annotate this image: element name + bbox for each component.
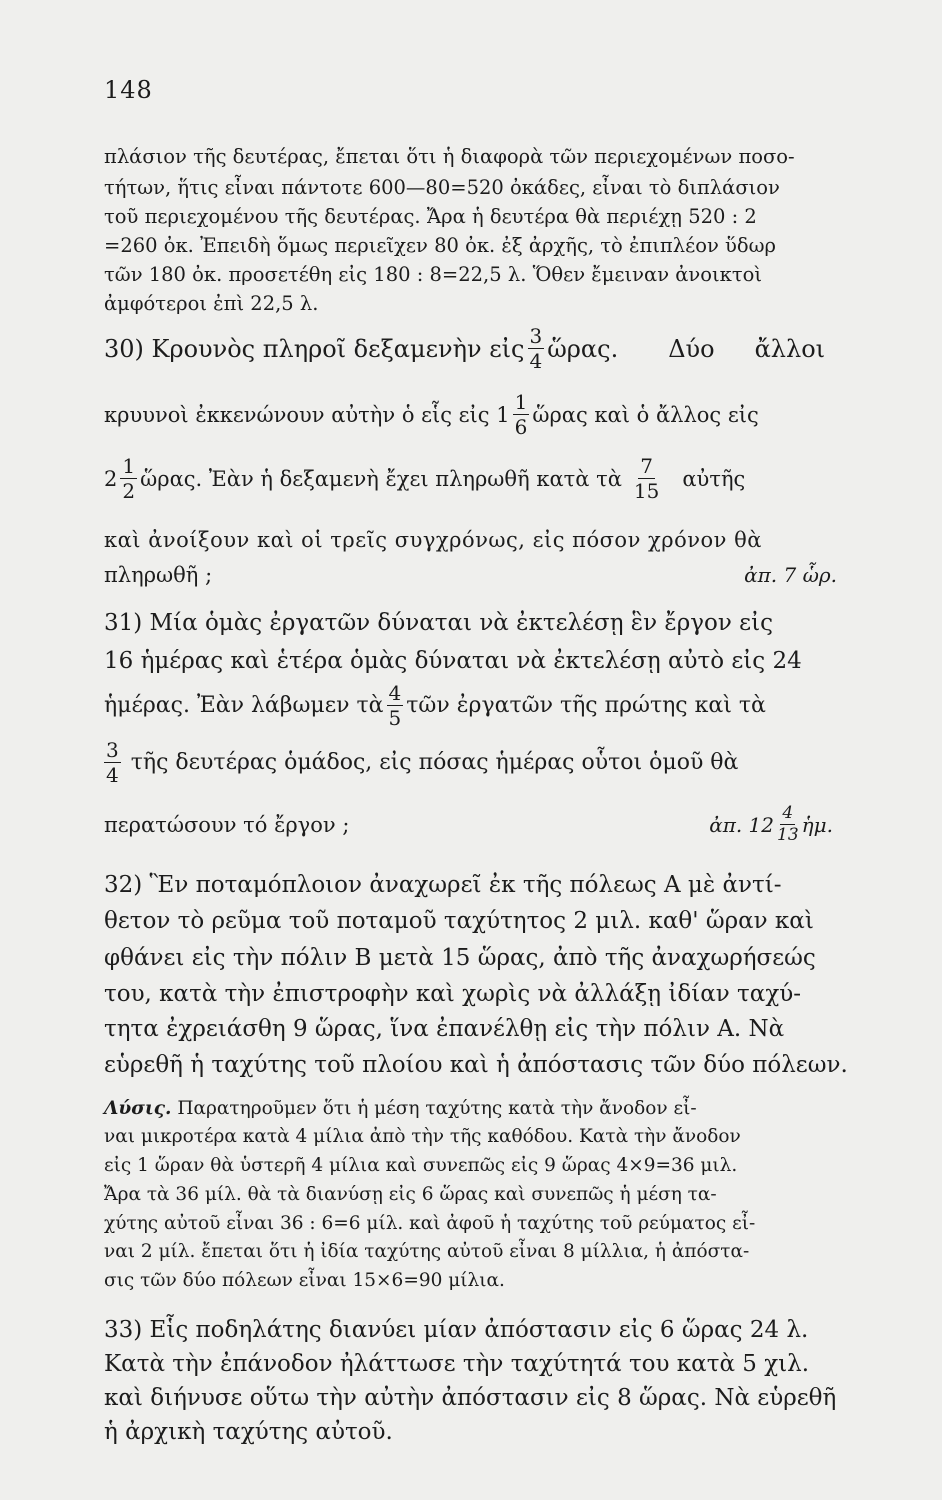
text-line: πλάσιον τῆς δευτέρας, ἔπεται ὅτι ἡ διαφορὰ τῶν περιεχομένων ποσο- — [104, 145, 795, 168]
text: τῶν ἐργατῶν τῆς πρώτης καὶ τὰ — [406, 693, 766, 718]
problem-32-line: εὑρεθῆ ἡ ταχύτης τοῦ πλοίου καὶ ἡ ἀπόστασις τῶν δύο πόλεων. — [104, 1052, 848, 1078]
text-line: τῶν 180 ὀκ. προσετέθη εἰς 180 : 8=22,5 λ. Ὅθεν ἔμειναν ἀνοικτοὶ — [104, 263, 763, 286]
page-number: 148 — [104, 76, 153, 104]
solution-line: χύτης αὐτοῦ εἶναι 36 : 6=6 μίλ. καὶ ἀφοῦ ἡ ταχύτης τοῦ ρεύματος εἶ- — [104, 1213, 756, 1234]
problem-32-line: 32) Ἓν ποταμόπλοιον ἀναχωρεῖ ἐκ τῆς πόλεως Α μὲ ἀντί- — [104, 872, 782, 898]
problem-33-line: Κατὰ τὴν ἐπάνοδον ἠλάττωσε τὴν ταχύτητά του κατὰ 5 χιλ. — [104, 1351, 810, 1377]
problem-33-line: ἡ ἀρχικὴ ταχύτης αὐτοῦ. — [104, 1419, 393, 1445]
problem-32-line: τητα ἐχρειάσθη 9 ὥρας, ἵνα ἐπανέλθῃ εἰς τὴν πόλιν Α. Νὰ — [104, 1016, 785, 1042]
text: ὥρας. Ἐὰν ἡ δεξαμενὴ ἔχει πληρωθῆ κατὰ τὰ — [140, 466, 622, 491]
text-line: ἀμφότεροι ἐπὶ 22,5 λ. — [104, 292, 319, 315]
text: ὥρας καὶ ὁ ἄλλος εἰς — [532, 402, 759, 427]
text: ἄλλοι — [754, 334, 826, 363]
problem-32-line: του, κατὰ τὴν ἐπιστροφὴν καὶ χωρὶς νὰ ἀλλάξῃ ἰδίαν ταχύ- — [104, 981, 802, 1007]
problem-30-line-1 — [104, 326, 839, 371]
text: Παρατηροῦμεν ὅτι ἡ μέση ταχύτης κατὰ τὴν ἄνοδον εἶ- — [177, 1098, 697, 1119]
text: 30) Κρουνὸς πληροῖ δεξαμενὴν εἰς — [104, 334, 525, 363]
problem-33-line: 33) Εἷς ποδηλάτης διανύει μίαν ἀπόστασιν εἰς 6 ὥρας 24 λ. — [104, 1317, 809, 1343]
solution-line: Ἄρα τὰ 36 μίλ. θὰ τὰ διανύσῃ εἰς 6 ὥρας καὶ συνεπῶς ἡ μέση τα- — [104, 1184, 717, 1205]
text: ὥρας. — [547, 334, 619, 363]
text: 2 — [104, 466, 118, 491]
text: πληρωθῆ ; — [104, 563, 213, 587]
text: κρυυνοὶ ἐκκενώνουν αὐτὴν ὁ εἷς εἰς 1 — [104, 402, 510, 427]
solution-line: ναι μικροτέρα κατὰ 4 μίλια ἀπὸ τὴν τῆς καθόδου. Κατὰ τὴν ἄνοδον — [104, 1126, 741, 1147]
solution-line: ναι 2 μίλ. ἔπεται ὅτι ἡ ἰδία ταχύτης αὐτοῦ εἶναι 8 μίλλια, ἡ ἀπόστα- — [104, 1241, 750, 1262]
fraction: $\frac{3}{4}$ — [529, 324, 543, 373]
problem-30-line-3 — [104, 456, 839, 501]
problem-31-line-4 — [104, 740, 839, 785]
answer: ἀπ. 12 $\frac{4}{13}$ ἡμ. — [709, 803, 833, 845]
text: περατώσουν τό ἔργον ; — [104, 812, 350, 837]
solution-line: σις τῶν δύο πόλεων εἶναι 15×6=90 μίλια. — [104, 1270, 505, 1291]
fraction: $\frac{4}{13}$ — [777, 803, 799, 845]
problem-30-line-4: καὶ ἀνοίξουν καὶ οἱ τρεῖς συγχρόνως, εἰς πόσον χρόνον θὰ — [104, 528, 762, 552]
problem-31-line-2: 16 ἡμέρας καὶ ἑτέρα ὁμὰς δύναται νὰ ἐκτελέσῃ αὐτὸ εἰς 24 — [104, 648, 802, 674]
fraction: $\frac{3}{4}$ — [106, 738, 119, 787]
text: ἡμέρας. Ἐὰν λάβωμεν τὰ — [104, 693, 384, 718]
text: αὐτῆς — [682, 466, 746, 491]
solution-line: εἰς 1 ὥραν θὰ ὑστερῆ 4 μίλια καὶ συνεπῶς εἰς 9 ὥρας 4×9=36 μιλ. — [104, 1155, 738, 1176]
answer: ἀπ. 7 ὧρ. — [744, 563, 837, 587]
problem-30-line-5 — [104, 563, 839, 587]
text-line: τήτων, ἥτις εἶναι πάντοτε 600—80=520 ὀκάδες, εἶναι τὸ διπλάσιον — [104, 176, 780, 199]
text-line: =260 ὀκ. Ἐπειδὴ ὅμως περιεῖχεν 80 ὀκ. ἐξ ἀρχῆς, τὸ ἐπιπλέον ὕδωρ — [104, 234, 776, 257]
fraction: $\frac{7}{15}$ — [633, 454, 660, 503]
problem-31-line-3 — [104, 683, 839, 728]
text: τῆς δευτέρας ὁμάδος, εἰς πόσας ἡμέρας οὗτοι ὁμοῦ θὰ — [130, 750, 739, 775]
fraction: $\frac{1}{2}$ — [122, 454, 136, 503]
solution-line-1 — [104, 1098, 839, 1119]
fraction: $\frac{1}{6}$ — [514, 390, 528, 439]
problem-30-line-2 — [104, 392, 839, 437]
problem-31-line-1: 31) Μία ὁμὰς ἐργατῶν δύναται νὰ ἐκτελέσῃ ἓν ἔργον εἰς — [104, 610, 773, 636]
text-line: τοῦ περιεχομένου τῆς δευτέρας. Ἄρα ἡ δευτέρα θὰ περιέχῃ 520 : 2 — [104, 205, 757, 228]
solution-label: Λύσις. — [104, 1098, 172, 1119]
problem-33-line: καὶ διήνυσε οὕτω τὴν αὐτὴν ἀπόστασιν εἰς 8 ὥρας. Νὰ εὑρεθῆ — [104, 1385, 837, 1411]
fraction: $\frac{4}{5}$ — [388, 681, 402, 730]
problem-32-line: φθάνει εἰς τὴν πόλιν Β μετὰ 15 ὥρας, ἀπὸ τῆς ἀναχωρήσεώς — [104, 945, 816, 971]
problem-31-line-5 — [104, 805, 839, 844]
text: Δύο — [668, 334, 715, 363]
problem-32-line: θετον τὸ ρεῦμα τοῦ ποταμοῦ ταχύτητος 2 μιλ. καθ' ὥραν καὶ — [104, 908, 814, 934]
